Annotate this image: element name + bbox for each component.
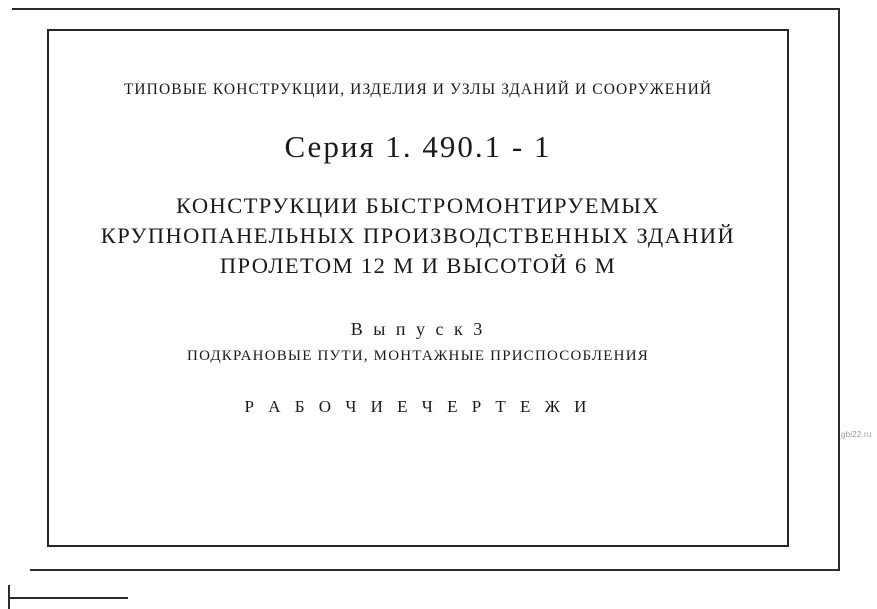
title-block [47, 29, 789, 547]
working-drawings-label: Р А Б О Ч И Е Ч Е Р Т Е Ж И [244, 396, 592, 416]
series-label: Серия 1. 490.1 - 1 [284, 129, 552, 164]
sheet-border-bottom-secondary [8, 597, 128, 599]
issue-label: В ы п у с к 3 [350, 318, 486, 339]
watermark: gbi22.ru [841, 430, 872, 439]
issue-subtitle: ПОДКРАНОВЫЕ ПУТИ, МОНТАЖНЫЕ ПРИСПОСОБЛЕНИЯ [187, 347, 649, 364]
header-line: ТИПОВЫЕ КОНСТРУКЦИИ, ИЗДЕЛИЯ И УЗЛЫ ЗДАНИЙ И СООРУЖЕНИЙ [123, 81, 713, 98]
main-title [87, 191, 749, 281]
sheet-border-top [12, 8, 840, 10]
main-title-line-1: КОНСТРУКЦИИ БЫСТРОМОНТИРУЕМЫХ [176, 193, 660, 218]
sheet-border-bottom [30, 569, 840, 571]
sheet-border-right [838, 8, 840, 571]
main-title-line-2: КРУПНОПАНЕЛЬНЫХ ПРОИЗВОДСТВЕННЫХ ЗДАНИЙ [100, 222, 736, 248]
main-title-line-3: ПРОЛЕТОМ 12 М И ВЫСОТОЙ 6 М [219, 252, 617, 278]
